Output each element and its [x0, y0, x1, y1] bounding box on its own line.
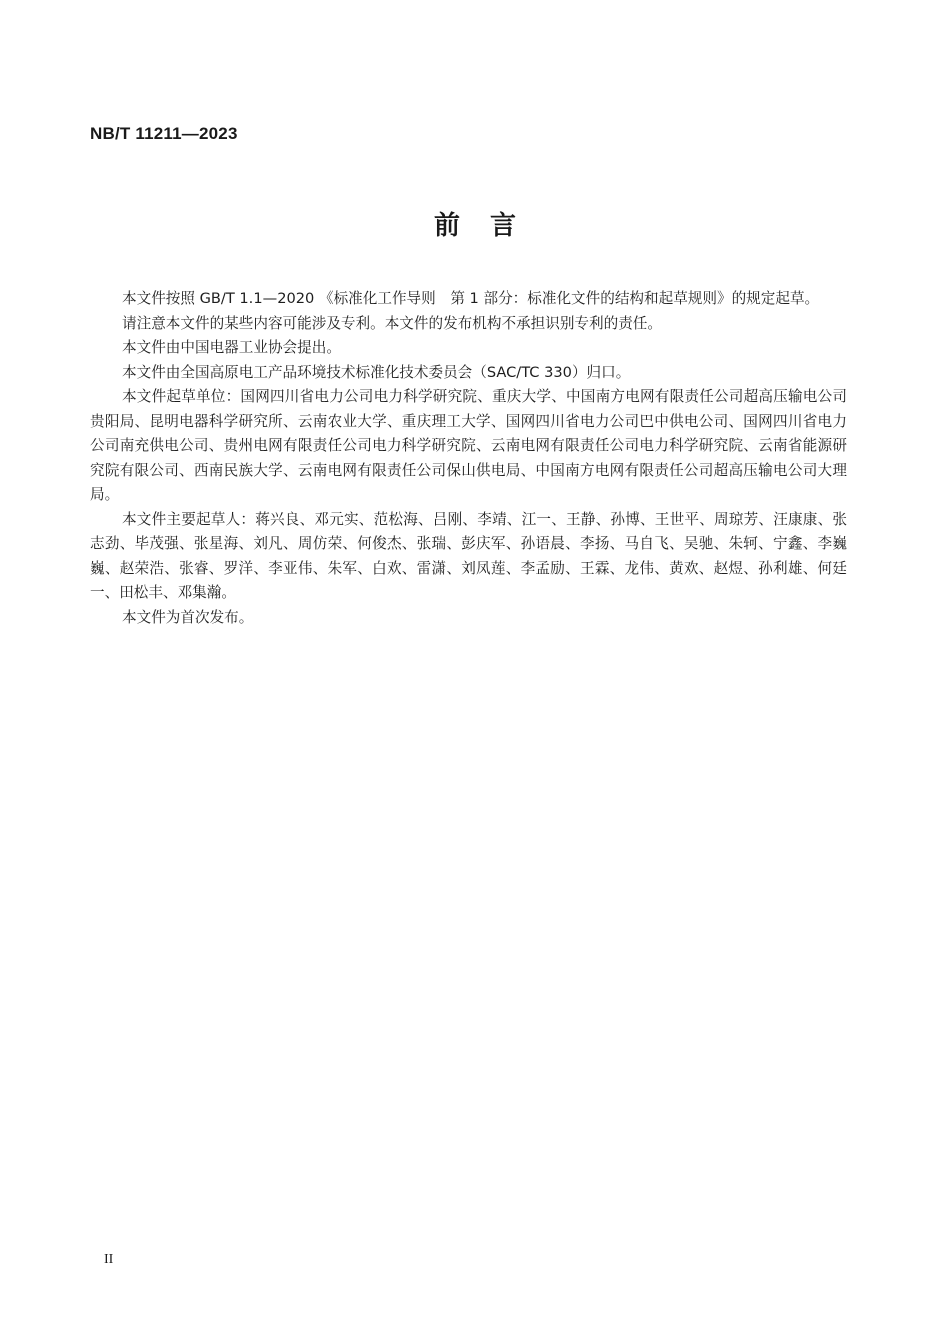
paragraph-proposer: 本文件由中国电器工业协会提出。	[122, 339, 341, 356]
foreword-body	[90, 287, 847, 630]
standard-number: NB/T 11211—2023	[90, 124, 238, 143]
page-number: II	[104, 1252, 114, 1267]
paragraph-committee: 本文件由全国高原电工产品环境技术标准化技术委员会（SAC/TC 330）归口。	[122, 363, 631, 381]
paragraph-patent-notice: 请注意本文件的某些内容可能涉及专利。本文件的发布机构不承担识别专利的责任。	[122, 314, 662, 332]
paragraph-drafting-rules: 本文件按照 GB/T 1.1—2020 《标准化工作导则 第 1 部分：标准化文件的结构和起草规则》的规定起草。	[122, 290, 820, 307]
paragraph-first-release: 本文件为首次发布。	[122, 608, 254, 626]
paragraph-drafting-units: 本文件起草单位：国网四川省电力公司电力科学研究院、重庆大学、中国南方电网有限责任公司超高压输电公司贵阳局、昆明电器科学研究所、云南农业大学、重庆理工大学、国网四川省电力公司巴中供电公司、国网四川省电力公司南充供电公司、贵州电网有限责任公司电力科学研究院、云南电网有限责任公司电力科学研究院、云南省能源研究院有限公司、西南民族大学、云南电网有限责任公司保山供电局、中国南方电网有限责任公司超高压输电公司大理局。	[90, 388, 847, 503]
paragraph-drafters: 本文件主要起草人：蒋兴良、邓元实、范松海、吕刚、李靖、江一、王静、孙博、王世平、周琼芳、汪康康、张志劲、毕茂强、张星海、刘凡、周仿荣、何俊杰、张瑞、彭庆军、孙语晨、李扬、马自飞、吴驰、朱轲、宁鑫、李巍巍、赵荣浩、张睿、罗洋、李亚伟、朱军、白欢、雷潇、刘凤莲、李孟励、王霖、龙伟、黄欢、赵煜、孙利雄、何廷一、田松丰、邓集瀚。	[90, 510, 847, 601]
section-title: 前言	[433, 211, 546, 241]
